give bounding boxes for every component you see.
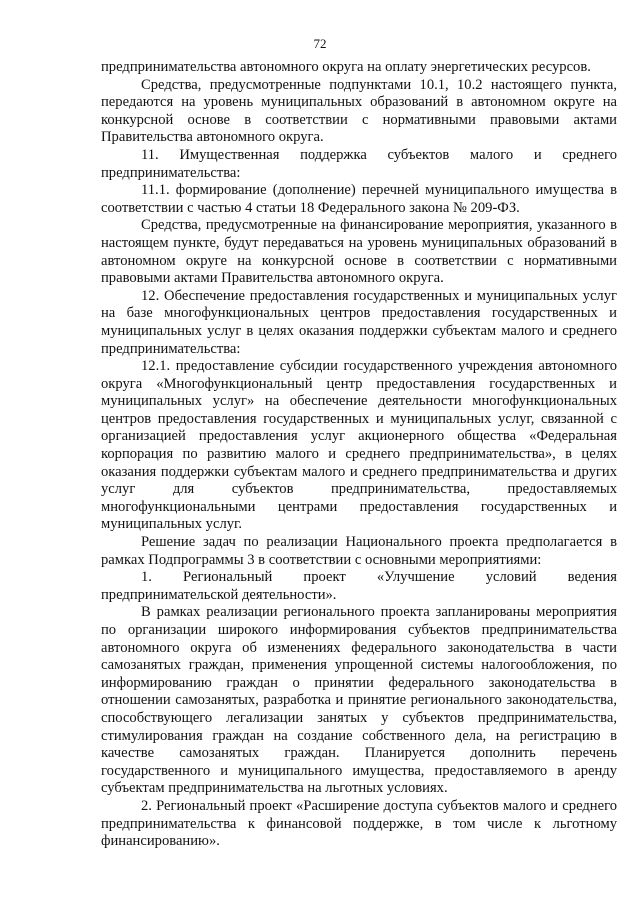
paragraph-10: В рамках реализации регионального проекта запланированы мероприятия по организации широкого информирования субъектов предпринимательства автономного округа об изменениях федерального законодательства в части самозанятых граждан, применения упрощенной системы налогообложения, по информированию граждан о принятии федерального законодательства в отношении самозанятых, разработка и принятие регионального законодательства, способствующего легализации занятых у субъектов предпринимательства, стимулирования граждан на создание собственного дела, на регистрацию в качестве самозанятых граждан. Планируется дополнить перечень государственного и муниципального имущества, предоставляемого в аренду субъектам предпринимательства на льготных условиях.	[101, 604, 617, 797]
paragraph-11: 2. Региональный проект «Расширение доступа субъектов малого и среднего предпринимательства к финансовой поддержке, в том числе к льготному финансированию».	[101, 797, 617, 850]
paragraph-1: предпринимательства автономного округа на оплату энергетических ресурсов.	[101, 59, 591, 75]
paragraph-3: 11. Имущественная поддержка субъектов малого и среднего предпринимательства:	[101, 146, 617, 181]
paragraph-8: Решение задач по реализации Национального проекта предполагается в рамках Подпрограммы 3 в соответствии с основными мероприятиями:	[101, 534, 617, 568]
document-body	[101, 59, 617, 851]
paragraph-4: 11.1. формирование (дополнение) перечней муниципального имущества в соответствии с частью 4 статьи 18 Федерального закона № 209-ФЗ.	[101, 182, 617, 216]
paragraph-6: 12. Обеспечение предоставления государственных и муниципальных услуг на базе многофункциональных центров предоставления государственных и муниципальных услуг в целях оказания поддержки субъектам малого и среднего предпринимательства:	[101, 287, 617, 357]
paragraph-2: Средства, предусмотренные подпунктами 10.1, 10.2 настоящего пункта, передаются на уровень муниципальных образований в автономном округе на конкурсной основе в соответствии с нормативными правовыми актами Правительства автономного округа.	[101, 76, 617, 146]
paragraph-7: 12.1. предоставление субсидии государственного учреждения автономного округа «Многофункциональный центр предоставления государственных и муниципальных услуг» на обеспечение деятельности многофункциональных центров предоставления государственных и муниципальных услуг, связанной с организацией предоставления услуг акционерного общества «Федеральная корпорация по развитию малого и среднего предпринимательства», в целях оказания поддержки субъектам малого и среднего предпринимательства и других услуг для субъектов предпринимательства, предоставляемых многофункциональными центрами предоставления государственных и муниципальных услуг.	[101, 358, 617, 533]
paragraph-5: Средства, предусмотренные на финансирование мероприятия, указанного в настоящем пункте, будут передаваться на уровень муниципальных образований в автономном округе на конкурсной основе в соответствии с нормативными правовыми актами Правительства автономного округа.	[101, 217, 617, 287]
page-number: 72	[313, 36, 327, 51]
paragraph-9: 1. Региональный проект «Улучшение условий ведения предпринимательской деятельности».	[101, 569, 617, 603]
